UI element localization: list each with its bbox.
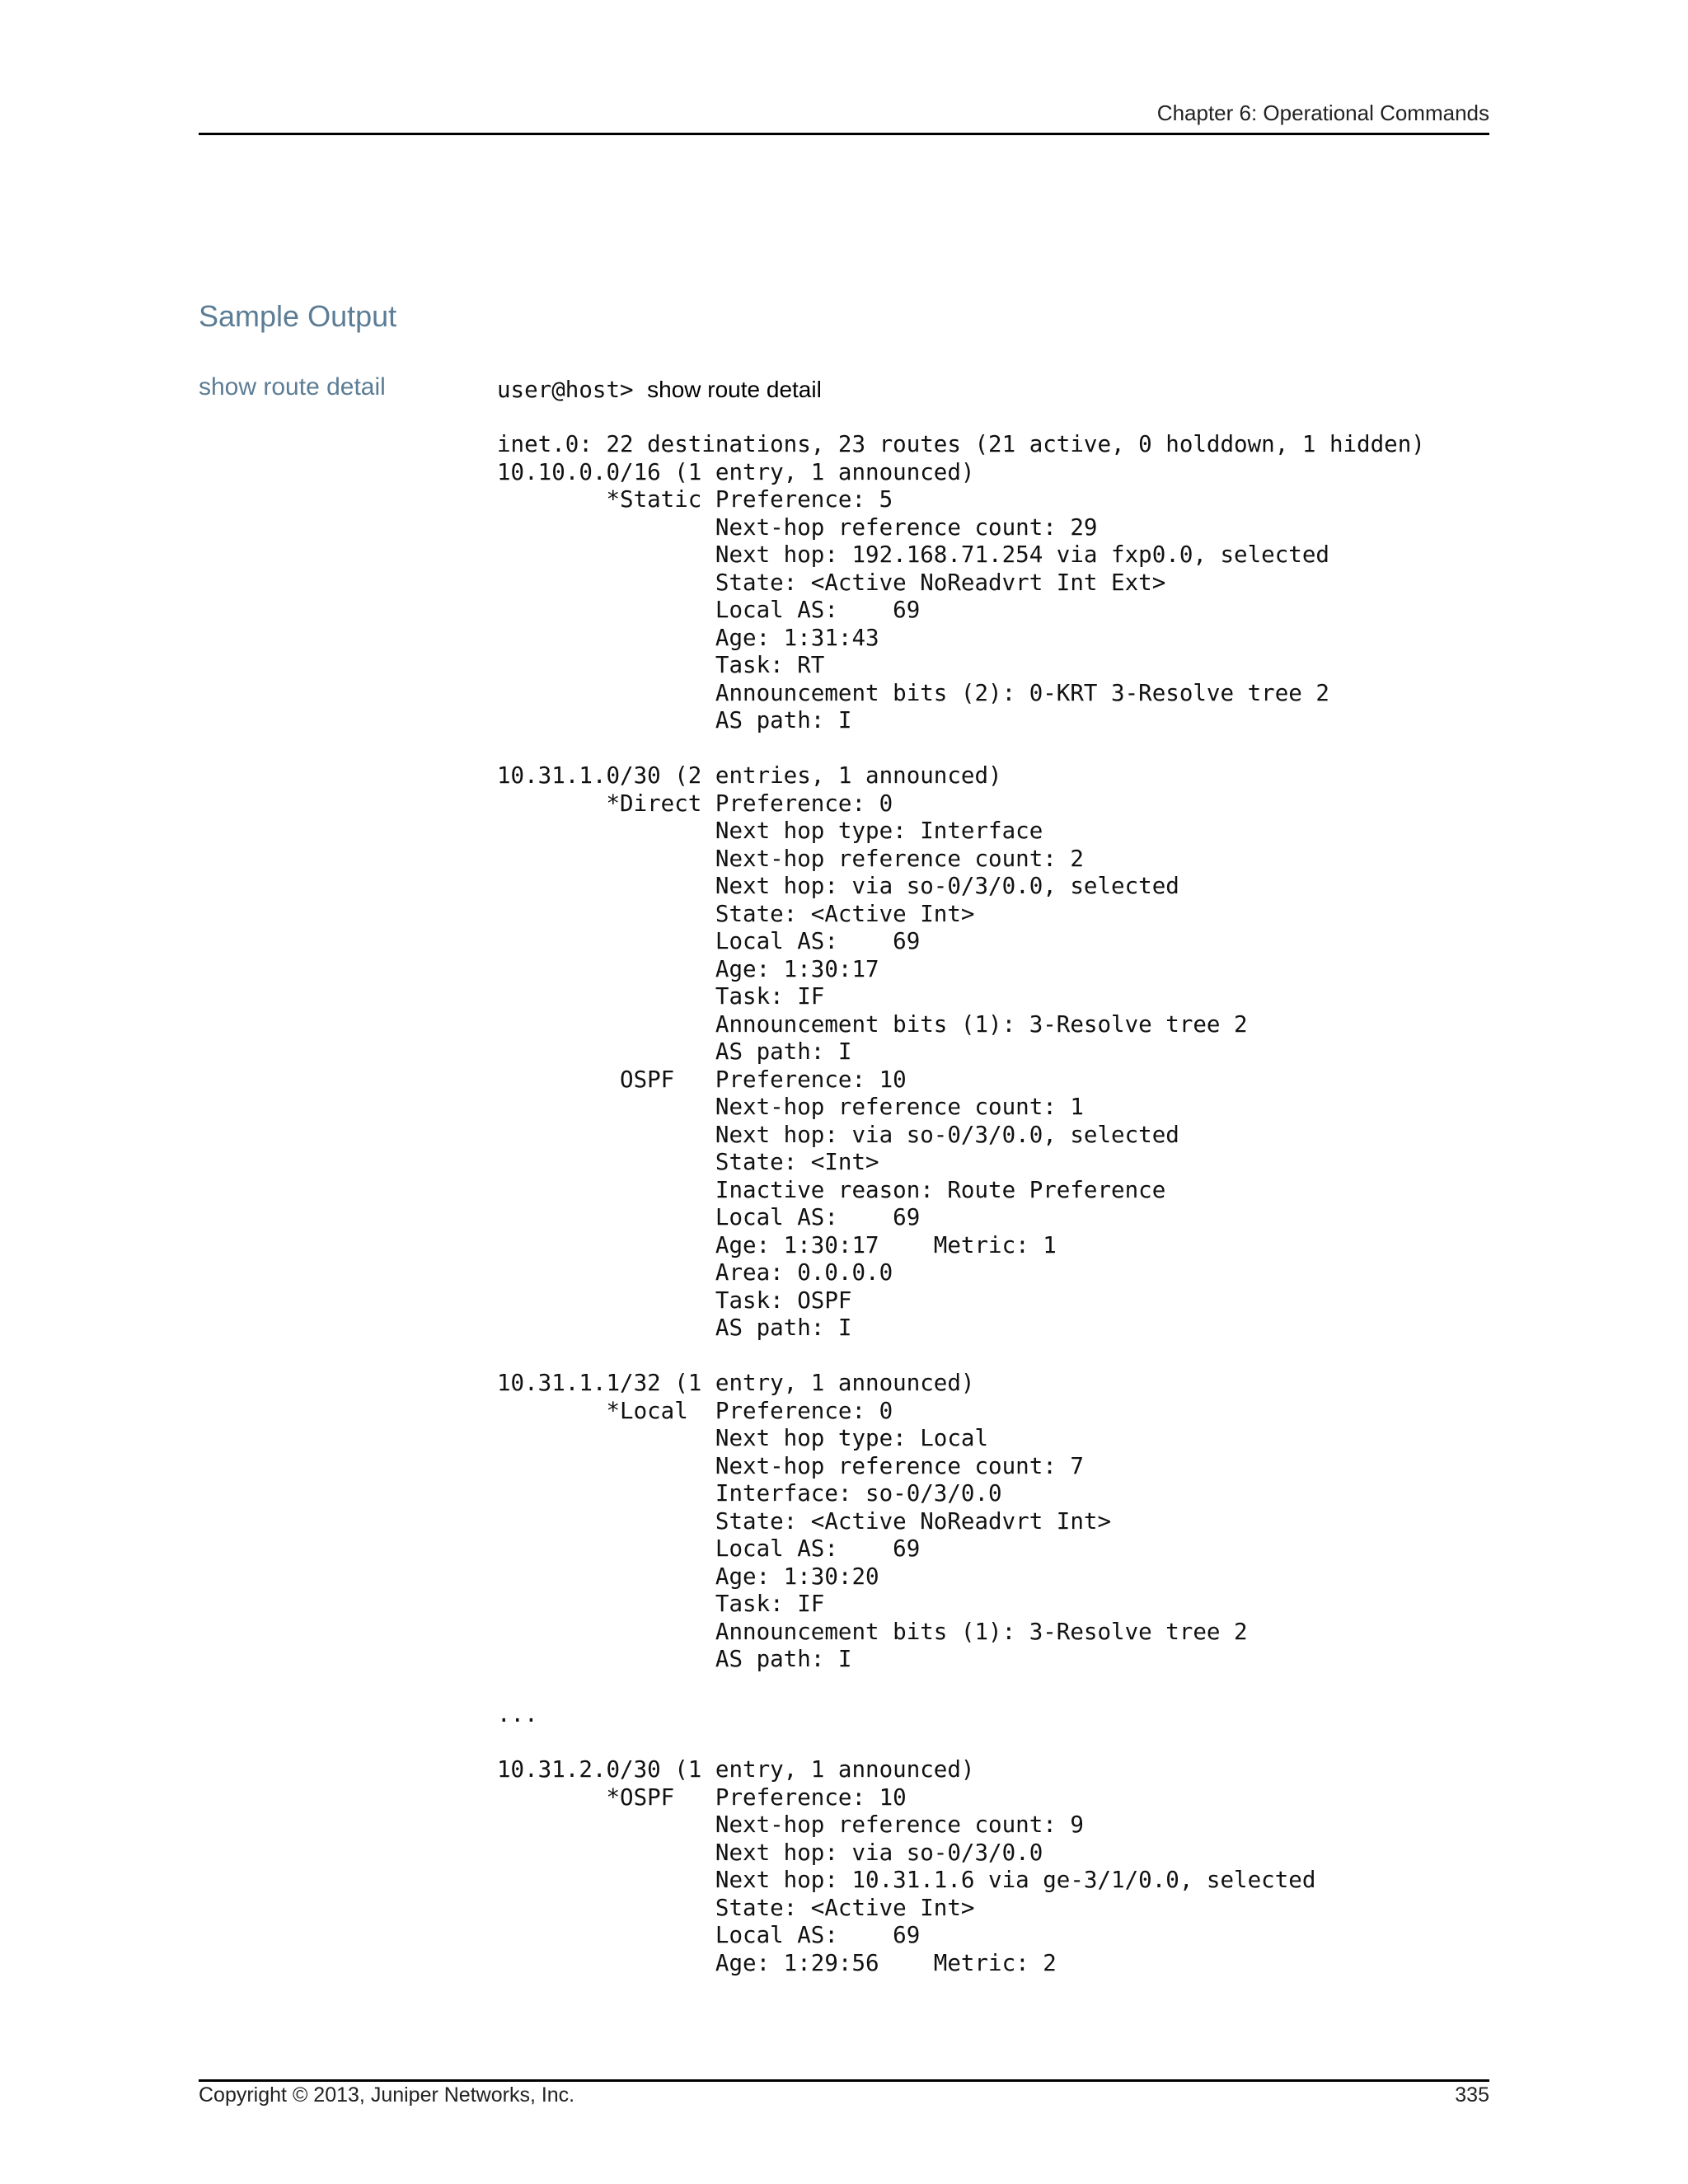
- output-line: AS path: I: [497, 1646, 852, 1672]
- output-line: AS path: I: [497, 707, 852, 733]
- output-line: Next-hop reference count: 7: [497, 1452, 1084, 1479]
- output-line: State: <Active NoReadvrt Int>: [497, 1507, 1112, 1535]
- output-line: Next hop: via so-0/3/0.0, selected: [497, 1121, 1179, 1148]
- footer-copyright: Copyright © 2013, Juniper Networks, Inc.: [199, 2083, 575, 2107]
- output-line: [497, 1674, 1486, 1702]
- output-line: Age: 1:29:56 Metric: 2: [497, 1949, 1057, 1976]
- output-line: Local AS: 69: [497, 928, 921, 954]
- output-line: Next hop: 192.168.71.254 via fxp0.0, selected: [497, 541, 1329, 568]
- output-line: OSPF Preference: 10: [497, 1066, 907, 1093]
- output-line: Next-hop reference count: 2: [497, 845, 1084, 872]
- output-line: Task: IF: [497, 983, 825, 1010]
- section-heading: Sample Output: [199, 299, 397, 333]
- output-line: Next hop: via so-0/3/0.0, selected: [497, 873, 1179, 899]
- prompt-line: [497, 376, 1486, 404]
- header-rule: [199, 133, 1489, 135]
- output-line: *Direct Preference: 0: [497, 790, 893, 817]
- output-line: *OSPF Preference: 10: [497, 1783, 907, 1811]
- output-lines: [497, 404, 1486, 1978]
- output-line: Next hop: via so-0/3/0.0: [497, 1839, 1043, 1866]
- output-line: Task: OSPF: [497, 1286, 852, 1314]
- footer-rule: [199, 2079, 1489, 2082]
- prompt-host: user@host>: [497, 377, 648, 403]
- output-line: Age: 1:30:17: [497, 955, 879, 982]
- output-line: *Local Preference: 0: [497, 1397, 893, 1424]
- output-line: Announcement bits (1): 3-Resolve tree 2: [497, 1010, 1248, 1038]
- output-line: 10.10.0.0/16 (1 entry, 1 announced): [497, 458, 975, 485]
- output-line: Announcement bits (1): 3-Resolve tree 2: [497, 1618, 1248, 1645]
- output-line: 10.31.1.1/32 (1 entry, 1 announced): [497, 1370, 975, 1396]
- output-line: *Static Preference: 5: [497, 486, 893, 513]
- output-line: ...: [497, 1701, 538, 1727]
- output-line: State: <Int>: [497, 1149, 879, 1175]
- output-line: [497, 404, 1486, 432]
- prompt-command: show route detail: [647, 377, 822, 402]
- output-line: [497, 735, 1486, 763]
- output-line: Next hop type: Interface: [497, 818, 1043, 844]
- output-line: AS path: I: [497, 1315, 852, 1341]
- output-line: Next-hop reference count: 1: [497, 1094, 1084, 1120]
- output-line: 10.31.2.0/30 (1 entry, 1 announced): [497, 1756, 975, 1783]
- output-line: Age: 1:31:43: [497, 624, 879, 651]
- command-side-label: show route detail: [199, 373, 386, 401]
- output-line: Next hop type: Local: [497, 1425, 989, 1451]
- output-line: Local AS: 69: [497, 597, 921, 623]
- output-line: Local AS: 69: [497, 1535, 921, 1562]
- output-line: Local AS: 69: [497, 1922, 921, 1948]
- output-line: State: <Active Int>: [497, 900, 975, 927]
- output-line: Announcement bits (2): 0-KRT 3-Resolve tree 2: [497, 679, 1329, 706]
- command-output-block: [497, 376, 1486, 1977]
- output-line: Interface: so-0/3/0.0: [497, 1480, 1002, 1507]
- output-line: [497, 1343, 1486, 1371]
- output-line: Task: RT: [497, 652, 825, 678]
- output-line: State: <Active Int>: [497, 1894, 975, 1921]
- output-line: inet.0: 22 destinations, 23 routes (21 active, 0 holddown, 1 hidden): [497, 431, 1425, 457]
- output-line: AS path: I: [497, 1038, 852, 1065]
- output-line: Age: 1:30:20: [497, 1563, 879, 1590]
- output-line: Age: 1:30:17 Metric: 1: [497, 1231, 1057, 1258]
- output-line: [497, 1729, 1486, 1757]
- output-line: Next-hop reference count: 9: [497, 1811, 1084, 1838]
- page-number: 335: [1455, 2083, 1489, 2107]
- output-line: Task: IF: [497, 1591, 825, 1617]
- output-line: State: <Active NoReadvrt Int Ext>: [497, 569, 1166, 596]
- output-line: Next hop: 10.31.1.6 via ge-3/1/0.0, selected: [497, 1867, 1316, 1893]
- output-line: Inactive reason: Route Preference: [497, 1176, 1166, 1203]
- output-line: Area: 0.0.0.0: [497, 1259, 893, 1286]
- running-head: Chapter 6: Operational Commands: [1156, 101, 1489, 125]
- output-line: Next-hop reference count: 29: [497, 513, 1098, 541]
- output-line: Local AS: 69: [497, 1204, 921, 1230]
- output-line: 10.31.1.0/30 (2 entries, 1 announced): [497, 762, 1002, 789]
